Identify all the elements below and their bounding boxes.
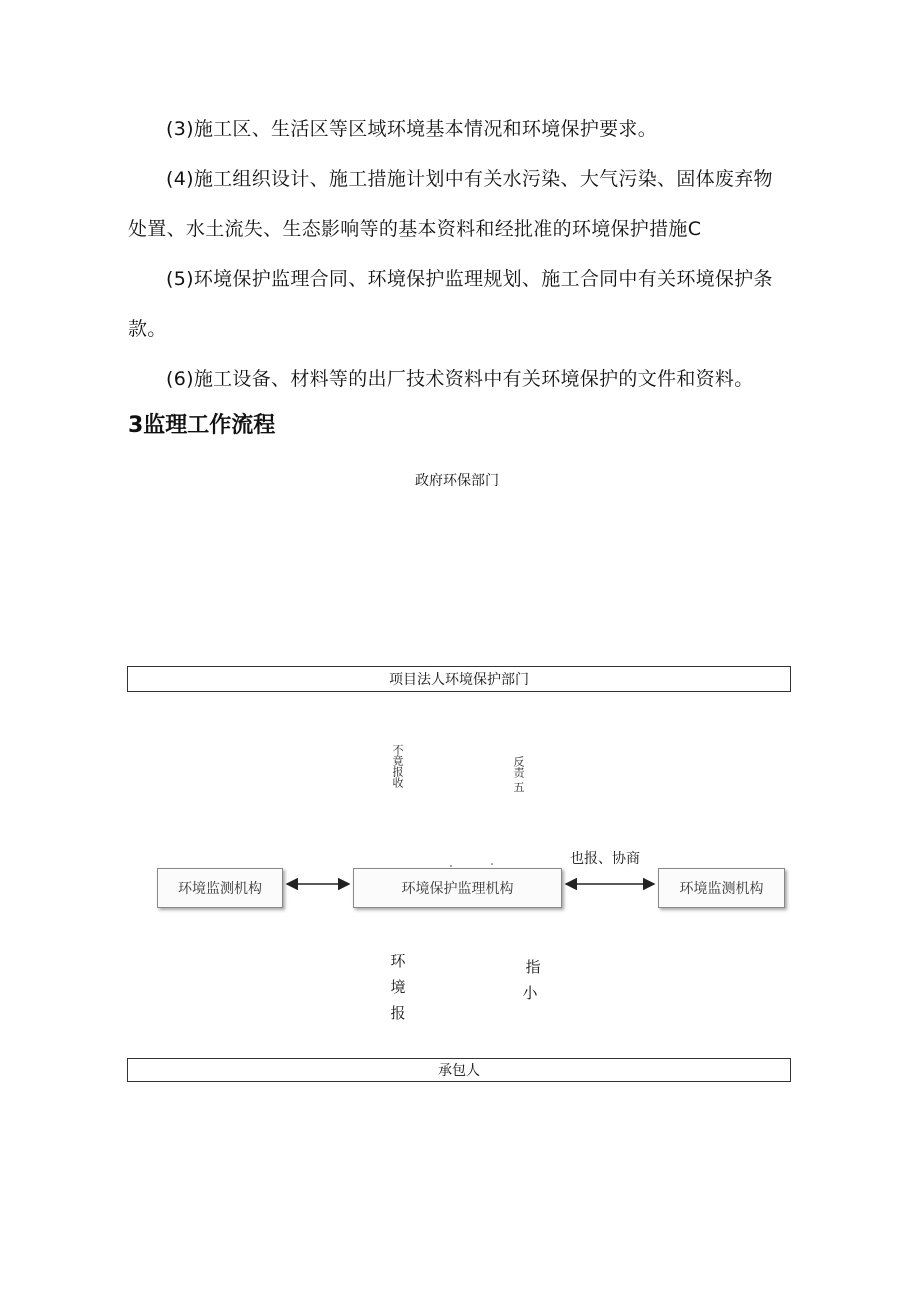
gov-dept-label: 政府环保部门 (415, 473, 499, 489)
contractor-box (127, 1058, 791, 1082)
lower-left-char: 境 (390, 978, 406, 996)
lower-right-stack (520, 954, 540, 1006)
lower-left-char: 环 (390, 952, 406, 970)
paragraph-6: (6)施工设备、材料等的出厂技术资料中有关环境保护的文件和资料。 (166, 368, 754, 390)
section-heading: 3监理工作流程 (128, 413, 276, 438)
lower-right-char: 指 (525, 958, 541, 976)
vertical-label-right: 反责 五 (512, 756, 525, 793)
paragraph-4: (4)施工组织设计、施工措施计划中有关水污染、大气污染、固体废弃物处置、水土流失、生态影响等的基本资料和经批准的环境保护措施C (128, 168, 773, 240)
monitor-left-label: 环境监测机构 (178, 881, 262, 897)
vertical-label-left: 不竟报收 (391, 744, 404, 788)
paragraph-5: (5)环境保护监理合同、环境保护监理规划、施工合同中有关环境保护条款。 (128, 268, 773, 340)
supervision-center-label: 环境保护监理机构 (401, 881, 514, 897)
lower-left-char: 报 (390, 1004, 406, 1022)
lower-left-stack (388, 948, 408, 1026)
dot-marker (491, 863, 493, 865)
contractor-label: 承包人 (438, 1063, 480, 1079)
dot-marker (450, 865, 452, 867)
monitor-right-label: 环境监测机构 (679, 881, 764, 897)
paragraph-3: (3)施工区、生活区等区域环境基本情况和环境保护要求。 (166, 118, 658, 140)
owner-dept-label: 项目法人环境保护部门 (389, 672, 529, 688)
lower-right-char: 小 (522, 984, 538, 1002)
report-consult-label: 也报、协商 (570, 851, 640, 867)
